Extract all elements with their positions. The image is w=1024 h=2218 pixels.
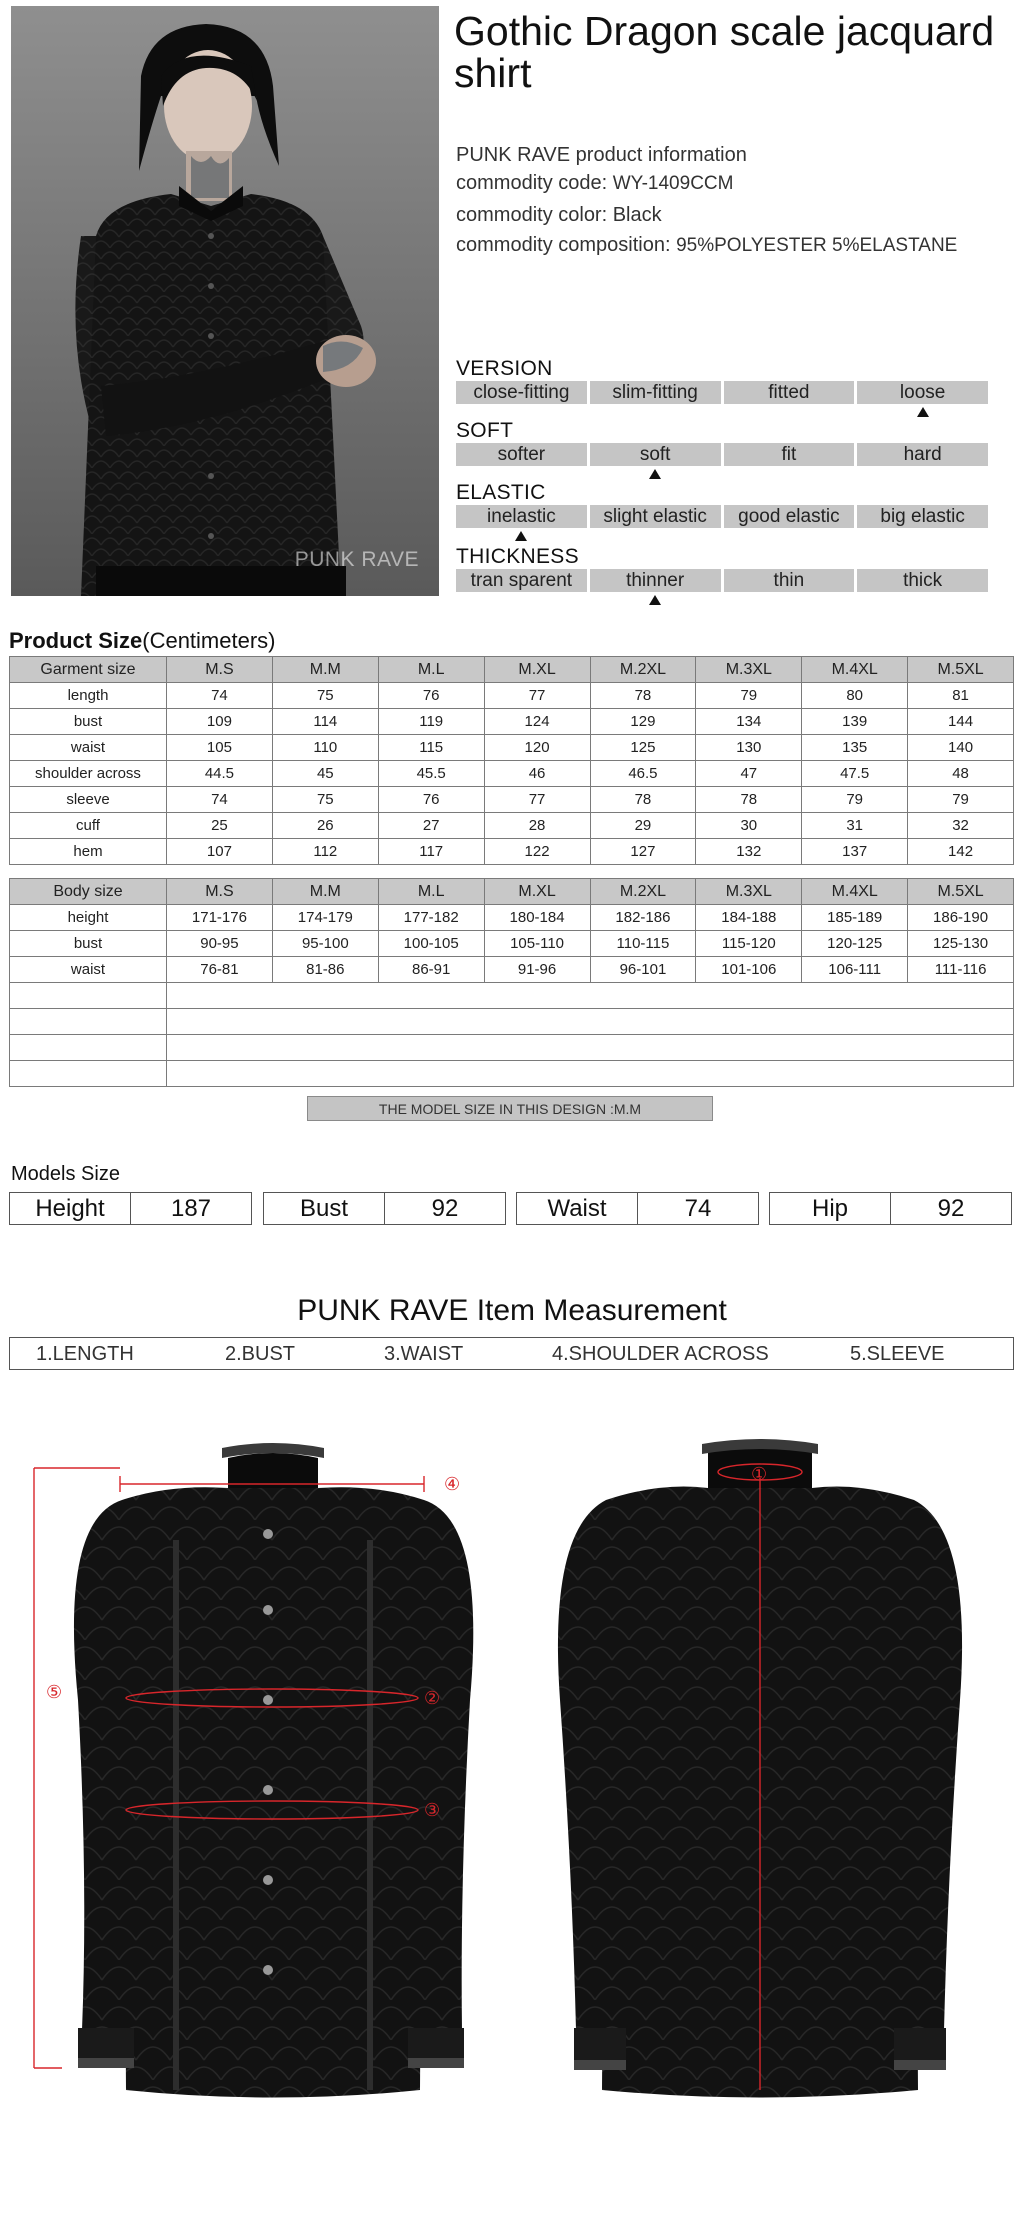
scale-version-option: loose [857,381,988,404]
table-row [10,787,1014,813]
table-cell: 105 [167,735,273,761]
table-cell: 75 [272,683,378,709]
table-cell: 125 [590,735,696,761]
photo-watermark: PUNK RAVE [294,548,419,571]
table-cell: 144 [908,709,1014,735]
measurement-diagram [0,1400,1024,2120]
table-row-empty [10,1061,1014,1087]
table-cell: 117 [378,839,484,865]
measurement-legend [9,1337,1014,1370]
table-cell: hem [10,839,167,865]
table-cell: height [10,905,167,931]
body-header-cell: M.L [378,879,484,905]
table-cell: 45.5 [378,761,484,787]
table-cell: 174-179 [272,905,378,931]
table-cell: 114 [272,709,378,735]
table-cell: 106-111 [802,957,908,983]
model-size-height-value: 187 [170,1195,212,1222]
body-header-cell: M.M [272,879,378,905]
table-cell: 180-184 [484,905,590,931]
table-cell: 115 [378,735,484,761]
table-cell: 86-91 [378,957,484,983]
table-cell: cuff [10,813,167,839]
measurement-legend-item: 3.WAIST [384,1343,464,1365]
table-cell: 31 [802,813,908,839]
marker-4-icon: ④ [444,1474,461,1495]
garment-size-table [9,656,1014,865]
table-cell [10,983,167,1009]
table-cell: length [10,683,167,709]
table-cell [10,1009,167,1035]
table-cell: 25 [167,813,273,839]
scale-version-row [456,381,988,404]
garment-header-cell: M.M [272,657,378,683]
table-cell: 135 [802,735,908,761]
table-cell: 30 [696,813,802,839]
table-cell: 81-86 [272,957,378,983]
table-cell: 46.5 [590,761,696,787]
commodity-composition [456,234,957,257]
scale-elastic-option: inelastic [456,505,587,528]
model-size-waist [516,1192,759,1225]
table-cell: 127 [590,839,696,865]
table-cell: bust [10,931,167,957]
body-size-table [9,878,1014,1087]
table-cell: 119 [378,709,484,735]
scale-version-option: close-fitting [456,381,587,404]
table-cell: 125-130 [908,931,1014,957]
scale-soft-title: SOFT [456,419,514,442]
model-size-waist-value: 74 [684,1195,712,1222]
table-cell: 27 [378,813,484,839]
body-header-cell: M.5XL [908,879,1014,905]
scale-version-option: fitted [724,381,855,404]
scale-soft-option: soft [590,443,721,466]
table-row [10,709,1014,735]
scale-elastic-option: good elastic [724,505,855,528]
table-cell: sleeve [10,787,167,813]
product-size-heading-bold: Product Size [9,628,143,653]
scale-thickness-title: THICKNESS [456,545,579,568]
scale-elastic-title: ELASTIC [456,481,546,504]
scale-soft-option: hard [857,443,988,466]
commodity-code [456,172,733,195]
marker-1-icon: ① [751,1464,768,1485]
marker-2-icon: ② [424,1688,441,1709]
product-size-heading-unit: (Centimeters) [142,628,276,653]
garment-header-row [10,657,1014,683]
body-header-cell: M.XL [484,879,590,905]
table-cell [10,1035,167,1061]
scale-elastic-marker-icon [515,531,527,541]
scale-soft-marker-icon [649,469,661,479]
table-cell: 78 [590,787,696,813]
body-header-cell: M.4XL [802,879,908,905]
table-row-empty [10,983,1014,1009]
commodity-code-label: commodity code: [456,172,608,194]
table-cell: 76 [378,683,484,709]
table-cell: 105-110 [484,931,590,957]
table-cell [167,1061,1014,1087]
body-header-cell: M.S [167,879,273,905]
table-cell: 185-189 [802,905,908,931]
commodity-code-value: WY-1409CCM [612,173,734,194]
table-cell: 29 [590,813,696,839]
table-cell: 28 [484,813,590,839]
body-header-row [10,879,1014,905]
models-size-label: Models Size [11,1163,120,1185]
table-cell [167,1009,1014,1035]
table-cell: waist [10,957,167,983]
table-cell: 120 [484,735,590,761]
table-cell: 78 [696,787,802,813]
model-photo [11,6,439,596]
scale-version-marker-icon [917,407,929,417]
shirt-front-illustration [74,1443,473,2098]
table-cell: 142 [908,839,1014,865]
table-cell: 77 [484,683,590,709]
table-cell: 110-115 [590,931,696,957]
product-title: Gothic Dragon scale jacquard shirt [454,8,995,97]
table-cell: 32 [908,813,1014,839]
scale-thickness-option: thinner [590,569,721,592]
table-cell: 47.5 [802,761,908,787]
table-row [10,905,1014,931]
table-cell: 47 [696,761,802,787]
model-size-bust-label: Bust [264,1193,385,1224]
scale-elastic-option: big elastic [857,505,988,528]
scale-thickness-row [456,569,988,592]
table-row [10,931,1014,957]
marker-5-icon: ⑤ [46,1682,63,1703]
table-cell: 79 [696,683,802,709]
table-cell: 91-96 [484,957,590,983]
table-cell: 48 [908,761,1014,787]
scale-elastic-option: slight elastic [590,505,721,528]
table-cell: 184-188 [696,905,802,931]
table-cell: 110 [272,735,378,761]
table-cell: 109 [167,709,273,735]
measurement-legend-item: 1.LENGTH [36,1343,134,1365]
table-cell: 81 [908,683,1014,709]
model-size-hip-label: Hip [770,1193,891,1224]
model-size-height-label: Height [10,1193,131,1224]
table-cell: 112 [272,839,378,865]
commodity-composition-label: commodity composition: [456,234,671,256]
commodity-color-value: Black [612,204,662,226]
model-size-bust [263,1192,506,1225]
garment-header-cell: Garment size [10,657,167,683]
table-row [10,735,1014,761]
measurement-title: PUNK RAVE Item Measurement [297,1294,727,1327]
table-cell: 96-101 [590,957,696,983]
table-cell: 129 [590,709,696,735]
table-cell: 95-100 [272,931,378,957]
measurement-legend-item: 2.BUST [225,1343,296,1365]
model-size-note: THE MODEL SIZE IN THIS DESIGN :M.M [307,1096,713,1121]
table-cell: 182-186 [590,905,696,931]
table-row-empty [10,1009,1014,1035]
table-cell: 107 [167,839,273,865]
table-row [10,813,1014,839]
table-cell: 186-190 [908,905,1014,931]
table-row [10,683,1014,709]
scale-thickness-marker-icon [649,595,661,605]
table-cell: waist [10,735,167,761]
table-cell: 115-120 [696,931,802,957]
scale-version-title: VERSION [456,357,553,380]
garment-header-cell: M.XL [484,657,590,683]
model-size-bust-value: 92 [431,1195,459,1222]
body-header-cell: M.2XL [590,879,696,905]
table-cell: 79 [908,787,1014,813]
scale-soft-option: softer [456,443,587,466]
table-cell: 45 [272,761,378,787]
table-cell: 140 [908,735,1014,761]
table-cell: bust [10,709,167,735]
table-cell: 46 [484,761,590,787]
model-size-height [9,1192,252,1225]
scale-thickness-option: tran sparent [456,569,587,592]
model-photo-illustration [11,6,439,596]
table-cell: 77 [484,787,590,813]
table-cell: 74 [167,787,273,813]
table-cell: 76 [378,787,484,813]
table-cell: 124 [484,709,590,735]
table-cell: 177-182 [378,905,484,931]
garment-header-cell: M.3XL [696,657,802,683]
table-cell [167,983,1014,1009]
table-row [10,761,1014,787]
product-size-heading [9,628,276,654]
table-cell: 26 [272,813,378,839]
table-cell: 120-125 [802,931,908,957]
table-cell: 78 [590,683,696,709]
table-cell: 80 [802,683,908,709]
commodity-color-label: commodity color: [456,204,608,226]
table-cell: 122 [484,839,590,865]
model-size-hip-value: 92 [937,1195,965,1222]
table-cell: 137 [802,839,908,865]
table-row [10,839,1014,865]
table-cell: 139 [802,709,908,735]
marker-3-icon: ③ [424,1800,441,1821]
info-heading: PUNK RAVE product information [456,144,747,166]
table-cell: 111-116 [908,957,1014,983]
scale-thickness-option: thin [724,569,855,592]
scale-elastic-row [456,505,988,528]
table-cell: 74 [167,683,273,709]
table-cell: 79 [802,787,908,813]
table-cell: 130 [696,735,802,761]
scale-thickness-option: thick [857,569,988,592]
table-cell: 44.5 [167,761,273,787]
table-cell: 76-81 [167,957,273,983]
garment-header-cell: M.5XL [908,657,1014,683]
measurement-legend-item: 4.SHOULDER ACROSS [552,1343,769,1365]
scale-soft-row [456,443,988,466]
measurement-legend-item: 5.SLEEVE [850,1343,945,1365]
garment-header-cell: M.2XL [590,657,696,683]
garment-header-cell: M.4XL [802,657,908,683]
commodity-composition-value: 95%POLYESTER 5%ELASTANE [676,235,958,256]
table-cell: 132 [696,839,802,865]
commodity-color [456,204,662,227]
table-cell [167,1035,1014,1061]
scale-soft-option: fit [724,443,855,466]
table-cell: 90-95 [167,931,273,957]
body-header-cell: M.3XL [696,879,802,905]
table-cell: shoulder across [10,761,167,787]
table-row [10,957,1014,983]
table-cell: 101-106 [696,957,802,983]
table-cell [10,1061,167,1087]
table-cell: 171-176 [167,905,273,931]
table-row-empty [10,1035,1014,1061]
model-size-waist-label: Waist [517,1193,638,1224]
body-header-cell: Body size [10,879,167,905]
scale-version-option: slim-fitting [590,381,721,404]
table-cell: 75 [272,787,378,813]
model-size-hip [769,1192,1012,1225]
table-cell: 100-105 [378,931,484,957]
garment-header-cell: M.L [378,657,484,683]
table-cell: 134 [696,709,802,735]
garment-header-cell: M.S [167,657,273,683]
